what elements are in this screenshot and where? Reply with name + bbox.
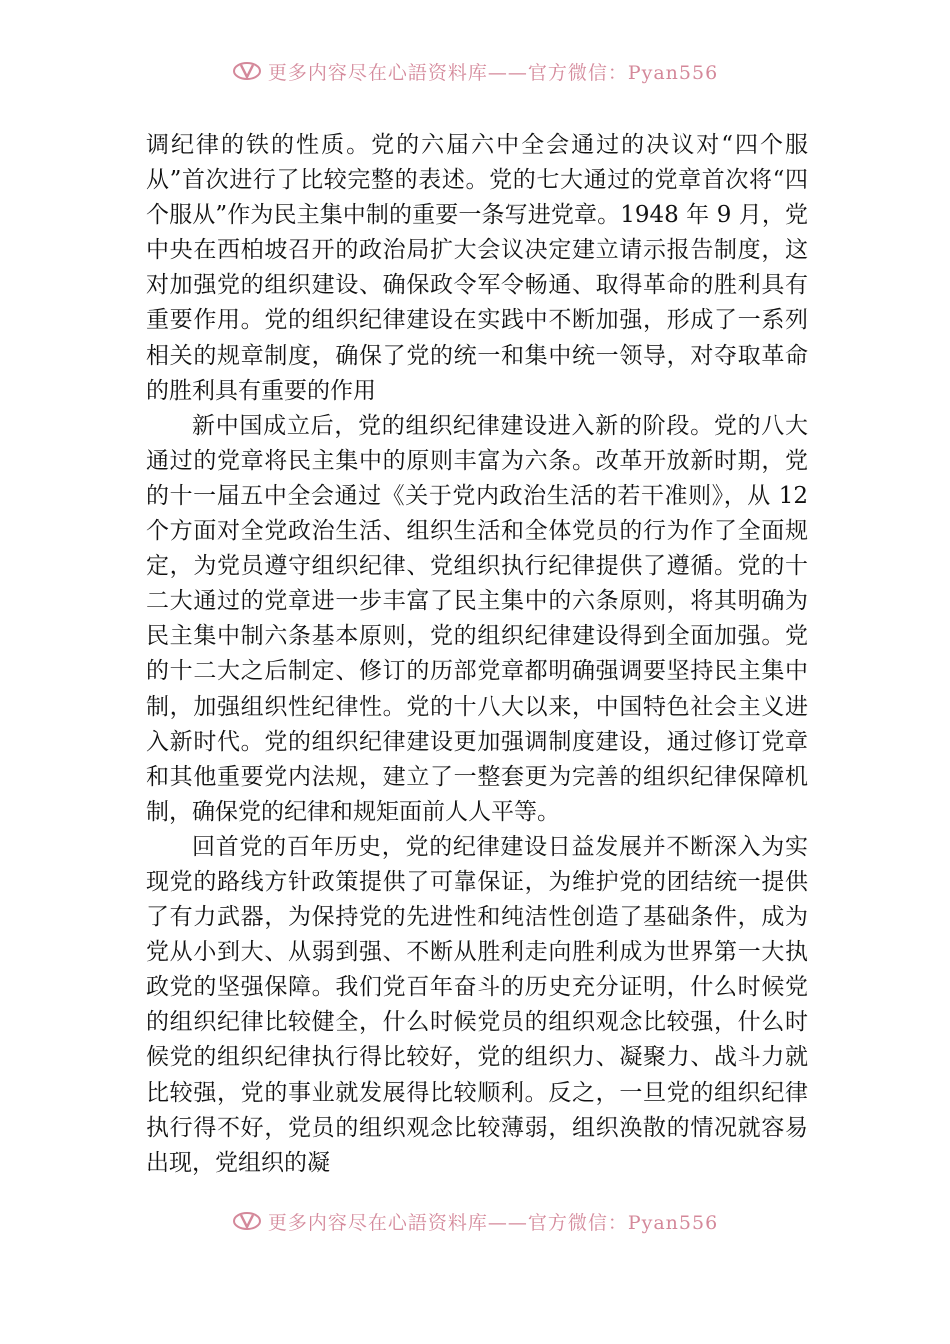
watermark-text: 更多内容尽在心語资料库——官方微信：Pyan556 [267, 61, 719, 84]
paragraph-1: 调纪律的铁的性质。党的六届六中全会通过的决议对“四个服从”首次进行了比较完整的表述。党的七大通过的党章首次将“四个服从”作为民主集中制的重要一条写进党章。1948 年 9 月，党中央在西柏坡召开的政治局扩大会议决定建立请示报告制度，这对加强党的组织建设、确保政令军令畅通、取得革命的胜利具有重要作用。党的组织纪律建设在实践中不断加强，形成了一系列相关的规章制度，确保了党的统一和集中统一领导，对夺取革命的胜利具有重要的作用 [146, 132, 808, 404]
footer-watermark [0, 1206, 950, 1236]
watermark-logo-icon [232, 1209, 262, 1233]
header-watermark [0, 56, 950, 86]
paragraph-3: 回首党的百年历史，党的纪律建设日益发展并不断深入为实现党的路线方针政策提供了可靠保证，为维护党的团结统一提供了有力武器，为保持党的先进性和纯洁性创造了基础条件，成为党从小到大、从弱到强、不断从胜利走向胜利成为世界第一大执政党的坚强保障。我们党百年奋斗的历史充分证明，什么时候党的组织纪律比较健全，什么时候党员的组织观念比较强，什么时候党的组织纪律执行得比较好，党的组织力、凝聚力、战斗力就比较强，党的事业就发展得比较顺利。反之，一旦党的组织纪律执行得不好，党员的组织观念比较薄弱，组织涣散的情况就容易出现，党组织的凝 [146, 833, 808, 1176]
watermark-text: 更多内容尽在心語资料库——官方微信：Pyan556 [267, 1211, 719, 1234]
document-body [146, 128, 808, 1181]
paragraph-2: 新中国成立后，党的组织纪律建设进入新的阶段。党的八大通过的党章将民主集中的原则丰富为六条。改革开放新时期，党的十一届五中全会通过《关于党内政治生活的若干准则》，从 12 个方面对全党政治生活、组织生活和全体党员的行为作了全面规定，为党员遵守组织纪律、党组织执行纪律提供了遵循。党的十二大通过的党章进一步丰富了民主集中的六条原则，将其明确为民主集中制六条基本原则，党的组织纪律建设得到全面加强。党的十二大之后制定、修订的历部党章都明确强调要坚持民主集中制，加强组织性纪律性。党的十八大以来，中国特色社会主义进入新时代。党的组织纪律建设更加强调制度建设，通过修订党章和其他重要党内法规，建立了一整套更为完善的组织纪律保障机制，确保党的纪律和规矩面前人人平等。 [146, 412, 808, 825]
watermark-logo-icon [232, 59, 262, 83]
